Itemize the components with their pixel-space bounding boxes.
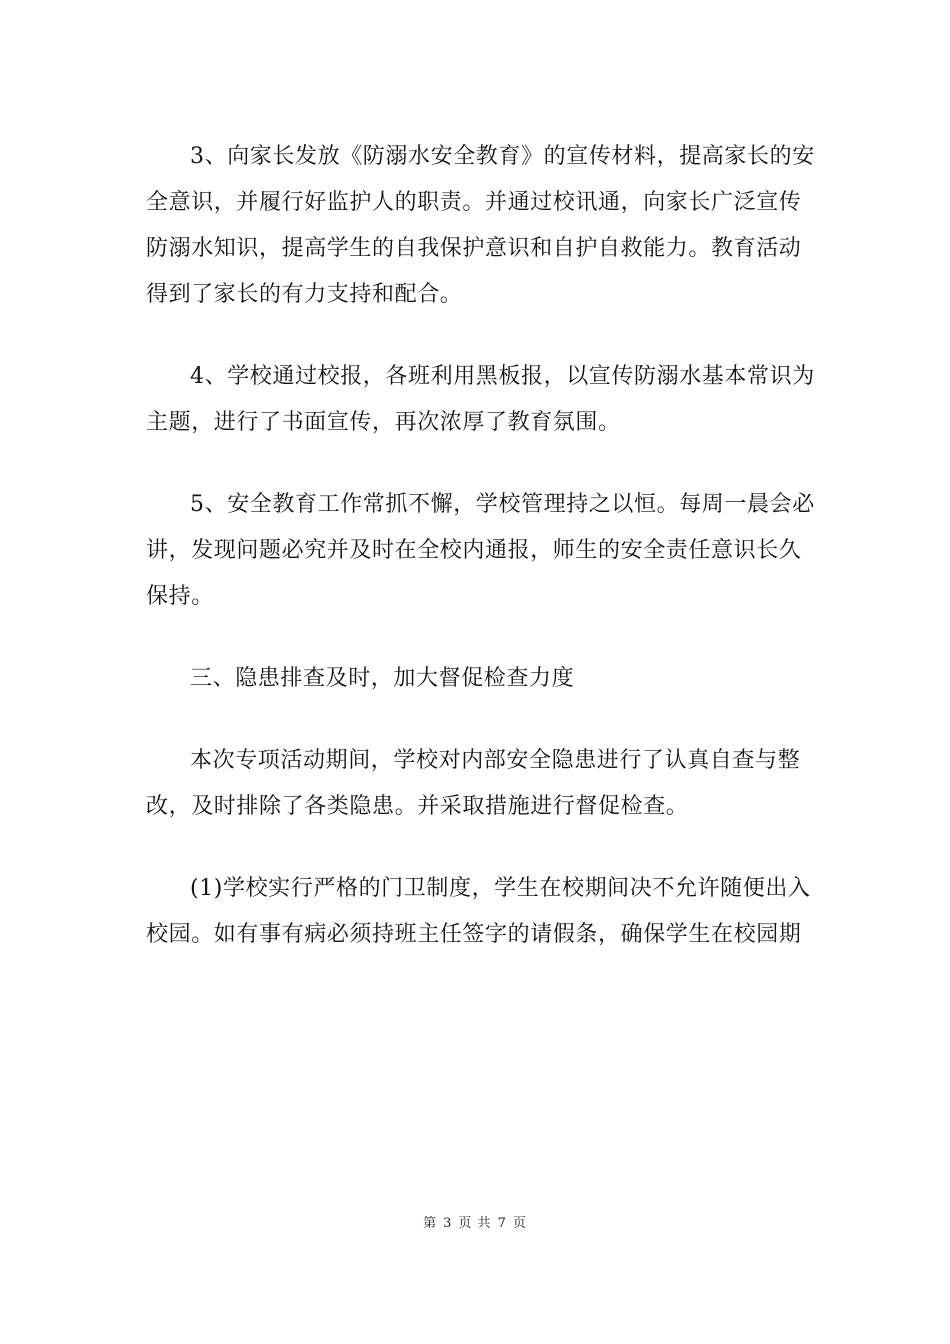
- text-line: (1)学校实行严格的门卫制度，学生在校期间决不允许随便出入: [190, 876, 811, 901]
- page-footer: [0, 1212, 950, 1231]
- total-page-number: 7: [497, 1216, 507, 1231]
- text-line: 改，及时排除了各类隐患。并采取措施进行督促检查。: [146, 794, 689, 819]
- text-line: 全意识，并履行好监护人的职责。并通过校讯通，向家长广泛宣传: [146, 190, 802, 215]
- paragraph: [146, 738, 816, 830]
- footer-middle: 页 共: [458, 1216, 492, 1231]
- paragraph: [146, 482, 816, 620]
- paragraph: [146, 866, 816, 958]
- text-line: 三、隐患排查及时，加大督促检查力度: [190, 666, 575, 691]
- text-line: 校园。如有事有病必须持班主任签字的请假条，确保学生在校园期: [146, 922, 802, 947]
- text-line: 得到了家长的有力支持和配合。: [146, 282, 463, 307]
- text-line: 防溺水知识，提高学生的自我保护意识和自护自救能力。教育活动: [146, 236, 802, 261]
- text-line: 4、学校通过校报，各班利用黑板报，以宣传防溺水基本常识为: [190, 364, 815, 389]
- footer-prefix: 第: [423, 1216, 438, 1231]
- document-body: [146, 134, 816, 958]
- text-line: 主题，进行了书面宣传，再次浓厚了教育氛围。: [146, 410, 621, 435]
- current-page-number: 3: [443, 1216, 453, 1231]
- text-line: 3、向家长发放《防溺水安全教育》的宣传材料，提高家长的安: [190, 144, 815, 169]
- text-line: 讲，发现问题必究并及时在全校内通报，师生的安全责任意识长久: [146, 538, 802, 563]
- text-line: 5、安全教育工作常抓不懈，学校管理持之以恒。每周一晨会必: [190, 492, 815, 517]
- text-line: 保持。: [146, 584, 214, 609]
- text-line: 本次专项活动期间，学校对内部安全隐患进行了认真自查与整: [190, 748, 801, 773]
- paragraph: [146, 354, 816, 446]
- footer-suffix: 页: [512, 1216, 527, 1231]
- paragraph: [146, 134, 816, 318]
- section-heading: [146, 656, 816, 702]
